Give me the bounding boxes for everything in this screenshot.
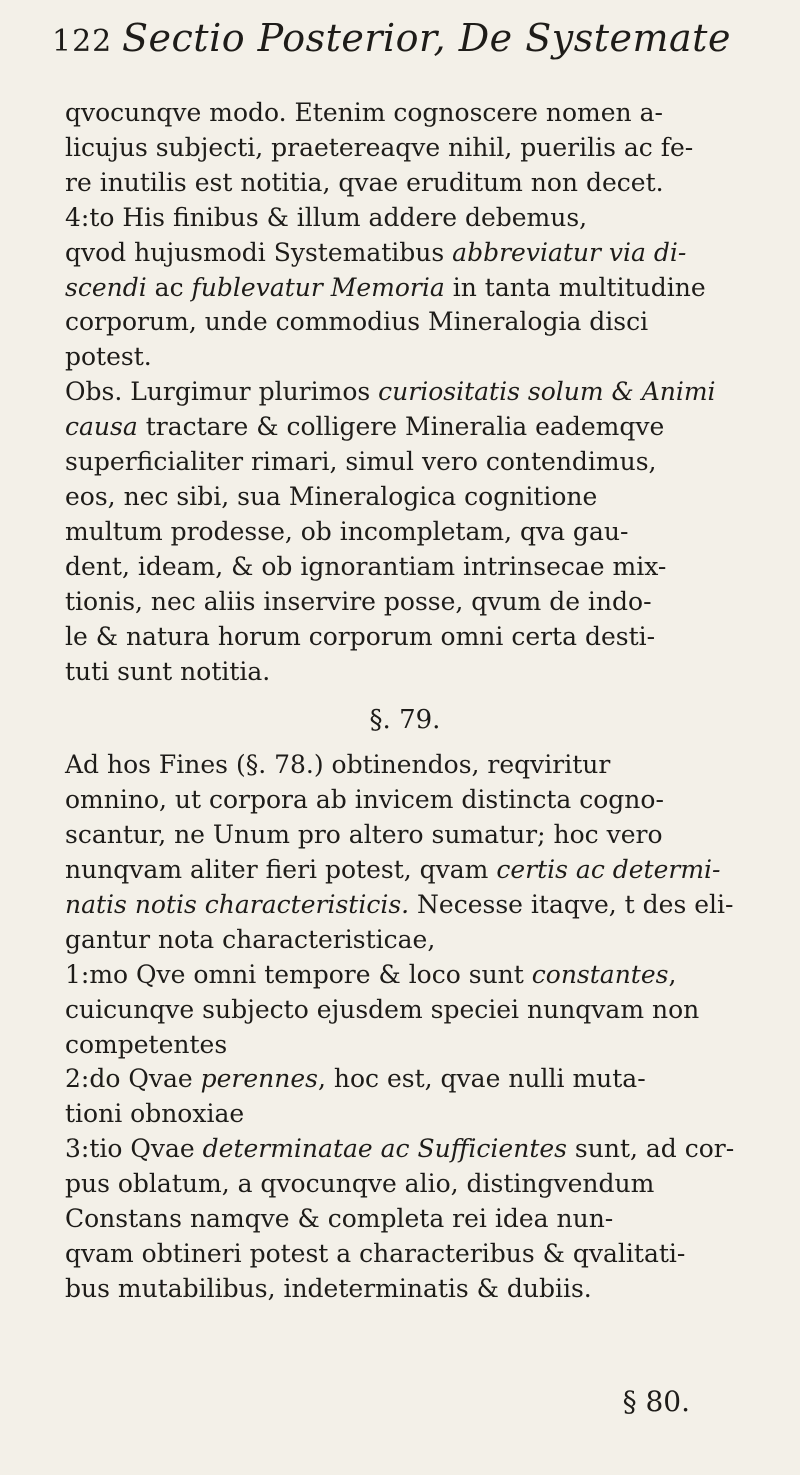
section-79-text: [60, 748, 750, 1307]
body-text: [60, 96, 750, 1307]
running-title: Sectio Posterior, De Systemate: [122, 16, 731, 60]
text-run: in tanta multitudine corporum, unde commodius Mineralogia disci potest.: [65, 272, 706, 372]
italic-run: fublevatur Memoria: [191, 272, 445, 302]
text-run: ac: [146, 272, 192, 302]
text-run: Necesse itaqve, t des eli- gantur nota characteristicae, 1:mo Qve omni tempore & loco sunt: [65, 889, 734, 989]
italic-run: abbreviatur via di- scendi: [65, 237, 687, 302]
italic-run: certis ac determi- natis notis characteristicis.: [65, 855, 721, 919]
paragraph-1: [60, 96, 750, 375]
italic-run: constantes: [531, 959, 669, 989]
page-number: 122: [52, 24, 113, 59]
text-run: Obs. Lurgimur plurimos: [65, 377, 379, 407]
section-heading: §. 79.: [369, 705, 441, 736]
text-run: sunt, ad cor- pus oblatum, a qvocunqve alio, distingvendum Constans namqve & completa rei idea nun- qvam obtineri potest a characteribus & qvalitati- bus mutabilibus, indeterminatis & dubiis.: [65, 1134, 735, 1303]
text-run: qvocunqve modo. Etenim cognoscere nomen a- licujus subjecti, praetereaqve nihil, puerilis ac fe- re inutilis est notitia, qvae eruditum non decet. 4:to His finibus & illum addere debemus, qvod hujusmodi Systematibus: [65, 98, 694, 267]
text-run: tractare & colligere Mineralia eademqve superficialiter rimari, simul vero contendimus, eos, nec sibi, sua Mineralogica cognitione multum prodesse, ob incompletam, qva gau- dent, ideam, & ob ignorantiam intrinsecae mix- tionis, nec aliis inservire posse, qvum de indo- le & natura horum corporum omni certa desti- tuti sunt notitia.: [65, 412, 667, 686]
page-header: [52, 12, 752, 72]
italic-run: curiositatis solum & Animi causa: [65, 377, 716, 442]
text-run: , hoc est, qvae nulli muta- tioni obnoxiae 3:tio Qvae: [65, 1064, 646, 1164]
observation-paragraph: [60, 375, 750, 689]
italic-run: perennes: [200, 1064, 318, 1094]
catchword: § 80.: [622, 1385, 690, 1418]
text-run: , cuicunqve subjecto ejusdem speciei nunqvam non competentes 2:do Qvae: [65, 959, 700, 1094]
italic-run: determinatae ac Sufficientes: [202, 1134, 567, 1164]
text-run: Ad hos Fines (§. 78.) obtinendos, reqviritur omnino, ut corpora ab invicem distincta cogno- scantur, ne Unum pro altero sumatur; hoc vero nunqvam aliter fieri potest, qvam: [65, 750, 664, 885]
